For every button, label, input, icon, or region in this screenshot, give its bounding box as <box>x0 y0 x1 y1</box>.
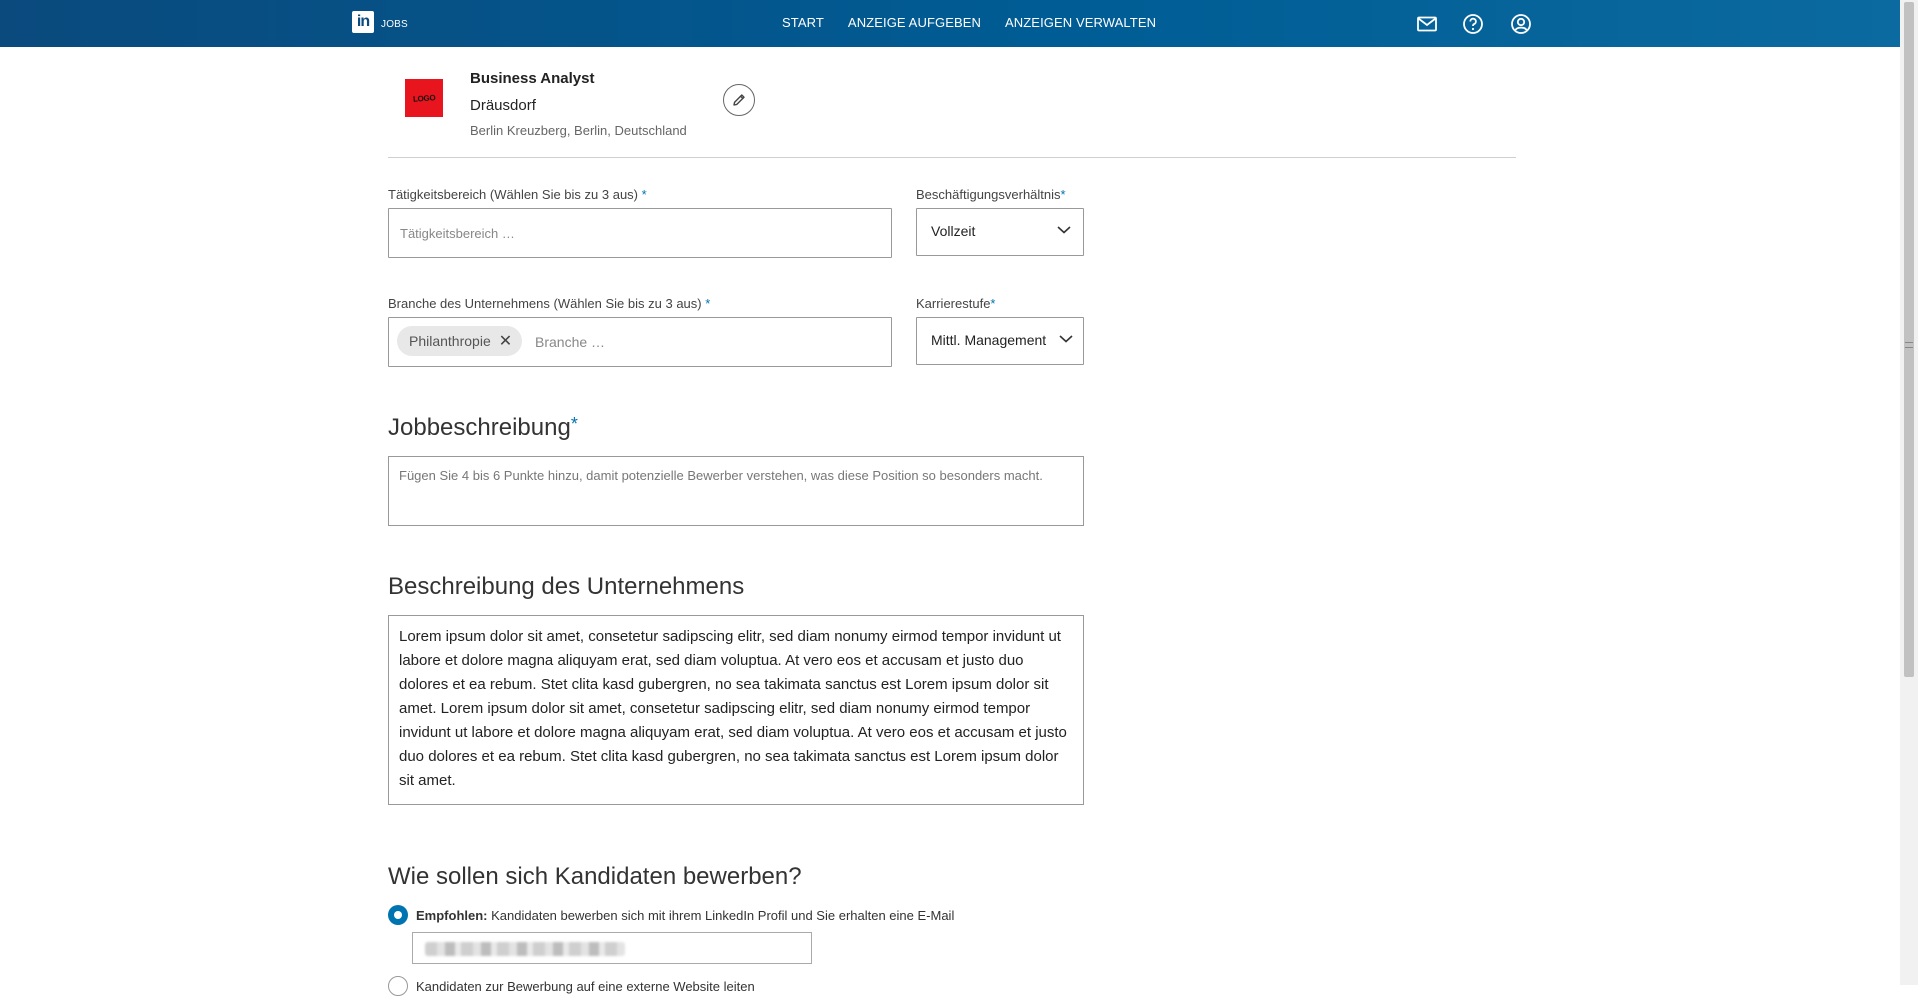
company-logo-text: LOGO <box>412 92 436 104</box>
employment-select[interactable] <box>916 208 1084 256</box>
employment-value: Vollzeit <box>931 223 976 239</box>
main-nav <box>782 15 1156 30</box>
chevron-down-icon <box>1059 335 1073 343</box>
chevron-down-icon <box>1057 226 1071 234</box>
company-description-textarea[interactable] <box>388 615 1084 805</box>
function-placeholder: Tätigkeitsbereich … <box>400 226 515 241</box>
job-company: Dräusdorf <box>470 97 536 114</box>
company-description-title: Beschreibung des Unternehmens <box>388 573 745 600</box>
job-description-textarea[interactable] <box>388 456 1084 526</box>
job-title: Business Analyst <box>470 70 595 87</box>
nav-start[interactable]: START <box>782 15 824 30</box>
email-input[interactable] <box>412 932 812 964</box>
seniority-value: Mittl. Management <box>931 332 1047 348</box>
linkedin-logo-icon: in <box>352 11 374 33</box>
radio-unselected-icon[interactable] <box>388 976 408 996</box>
seniority-select[interactable] <box>916 317 1084 365</box>
job-summary <box>388 64 1516 158</box>
industry-input[interactable] <box>388 317 892 367</box>
function-label: Tätigkeitsbereich (Wählen Sie bis zu 3 aus) * <box>388 187 647 202</box>
job-description-placeholder: Fügen Sie 4 bis 6 Punkte hinzu, damit potenzielle Bewerber verstehen, was diese Position so besonders macht. <box>399 468 1043 483</box>
company-logo <box>405 79 443 117</box>
job-description-title: Jobbeschreibung* <box>388 414 578 441</box>
job-location: Berlin Kreuzberg, Berlin, Deutschland <box>470 123 687 138</box>
scrollbar-grip-icon <box>1905 342 1913 348</box>
blurred-email-value <box>425 942 625 956</box>
company-description-text: Lorem ipsum dolor sit amet, consetetur sadipscing elitr, sed diam nonumy eirmod tempor invidunt ut labore et dolore magna aliquyam erat, sed diam voluptua. At vero eos et accusam et justo duo dolores et ea rebum. Stet clita kasd gubergren, no sea takimata sanctus est Lorem ipsum dolor sit amet. Lorem ipsum dolor sit amet, consetetur sadipscing elitr, sed diam nonumy eirmod tempor invidunt ut labore et dolore magna aliquyam erat, sed diam voluptua. At vero eos et accusam et justo duo dolores et ea rebum. Stet clita kasd gubergren, no sea takimata sanctus est Lorem ipsum dolor sit amet. <box>399 628 1067 789</box>
help-icon[interactable] <box>1461 12 1485 36</box>
function-input[interactable] <box>388 208 892 258</box>
apply-section-title: Wie sollen sich Kandidaten bewerben? <box>388 863 802 890</box>
industry-chip <box>397 326 522 356</box>
industry-chip-label: Philanthropie <box>409 333 491 349</box>
radio-selected-icon[interactable] <box>388 905 408 925</box>
apply-option-external[interactable]: Kandidaten zur Bewerbung auf eine externe Website leiten <box>388 976 755 996</box>
seniority-label: Karrierestufe* <box>916 296 996 311</box>
scrollbar-thumb[interactable] <box>1904 2 1914 677</box>
close-icon[interactable]: ✕ <box>498 333 513 350</box>
top-navigation-bar <box>0 0 1900 47</box>
profile-icon[interactable] <box>1509 12 1533 36</box>
page-scrollbar[interactable] <box>1900 0 1918 985</box>
apply-option-recommended[interactable]: Empfohlen: Kandidaten bewerben sich mit ihrem LinkedIn Profil und Sie erhalten eine E-Mail <box>388 905 954 925</box>
nav-manage-jobs[interactable]: ANZEIGEN VERWALTEN <box>1005 15 1157 30</box>
edit-job-button[interactable] <box>723 84 755 116</box>
brand[interactable] <box>352 11 408 33</box>
employment-label: Beschäftigungsverhältnis* <box>916 187 1066 202</box>
pencil-icon <box>731 92 747 108</box>
industry-label: Branche des Unternehmens (Wählen Sie bis zu 3 aus) * <box>388 296 711 311</box>
mail-icon[interactable] <box>1415 12 1439 36</box>
nav-post-job[interactable]: ANZEIGE AUFGEBEN <box>847 15 981 30</box>
brand-text: JOBS <box>381 18 408 30</box>
industry-placeholder: Branche … <box>535 334 606 350</box>
